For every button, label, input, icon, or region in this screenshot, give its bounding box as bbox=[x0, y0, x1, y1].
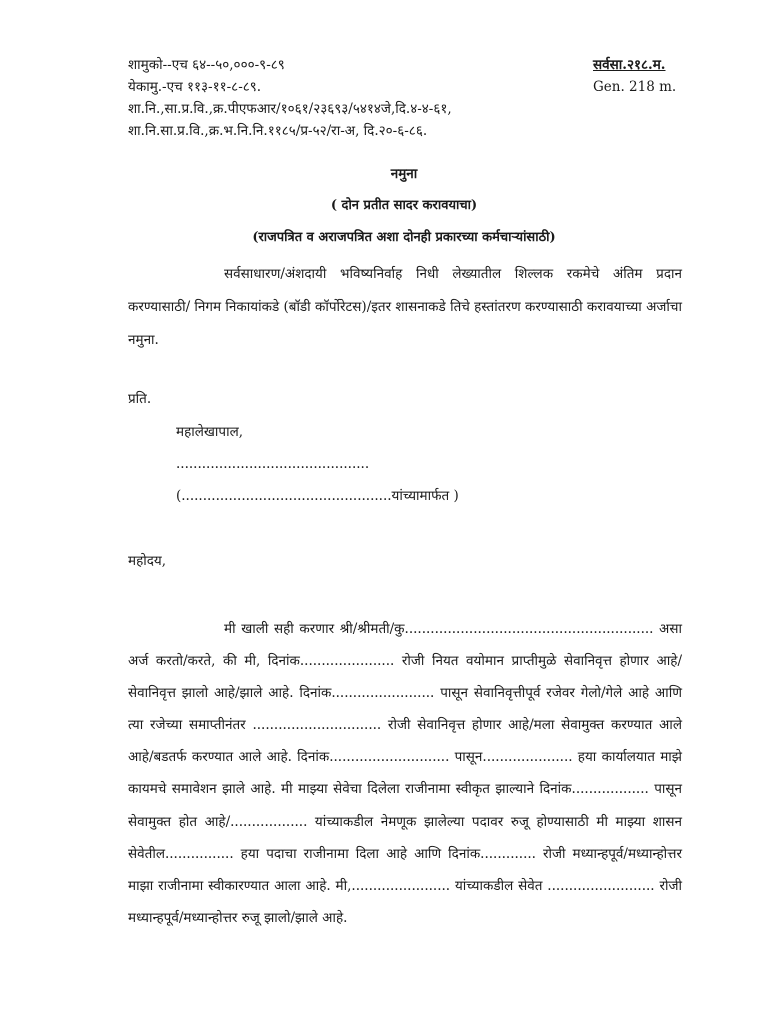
header-line: शामुको--एच ६४--५०,०००-९-८९ bbox=[128, 57, 285, 73]
addressee-prefix: प्रति. bbox=[128, 391, 152, 407]
form-code-marathi: सर्वसा.२१८.म. bbox=[593, 57, 666, 73]
copies-note: ( दोन प्रतीत सादर करावयाचा) bbox=[330, 198, 478, 213]
header-line: शा.नि.,सा.प्र.वि.,क्र.पीएफआर/१०६१/२३६९३/५४१४जे,दि.४-४-६१, bbox=[128, 101, 452, 117]
addressee-name: महालेखापाल, bbox=[176, 424, 244, 440]
applicability-note: (राजपत्रित व अराजपत्रित अशा दोनही प्रकारच्या कर्मचाऱ्यांसाठी) bbox=[252, 230, 556, 245]
form-number bbox=[593, 54, 676, 98]
form-code-english: Gen. 218 m. bbox=[593, 79, 677, 95]
header-line: शा.नि.सा.प्र.वि.,क्र.भ.नि.नि.११८५/प्र-५२/रा-अ, दि.२०-६-८६. bbox=[128, 123, 428, 139]
intro-paragraph: सर्वसाधारण/अंशदायी भविष्यनिर्वाह निधी लेख्यातील शिल्लक रकमेचे अंतिम प्रदान करण्यासाठी/ निगम निकायांकडे (बॉडी कॉर्पोरेटस)/इतर शासनाकडे तिचे हस्तांतरण करण्यासाठी करावयाच्या अर्जाचा नमुना. bbox=[128, 266, 682, 348]
header-line: येकामु.-एच ११३-११-८-८९. bbox=[128, 79, 262, 95]
application-body: मी खाली सही करणार श्री/श्रीमती/कु.......................................................... असा अर्ज करतो/करते, की मी, दिनांक...................... रोजी नियत वयोमान प्राप्तीमुळे सेवानिवृत्त होणार आहे/सेवानिवृत्त झालो आहे/झाले आहे. दिनांक........................ पासून सेवानिवृत्तीपूर्व रजेवर गेलो/गेले आहे आणि त्या रजेच्या समाप्तीनंतर .............................. रोजी सेवानिवृत्त होणार आहे/मला सेवामुक्त करण्यात आले आहे/बडतर्फ करण्यात आले आहे. दिनांक............................ पासून..................... हया कार्यालयात माझे कायमचे समावेशन झाले आहे. मी माझ्या सेवेचा दिलेला राजीनामा स्वीकृत झाल्याने दिनांक.................. पासून सेवामुक्त होत आहे/.................. यांच्याकडील नेमणूक झालेल्या पदावर रुजू होण्यासाठी मी माझ्या शासन सेवेतील................ हया पदाचा राजीनामा दिला आहे आणि दिनांक............. रोजी मध्यान्हपूर्व/मध्यान्होत्तर माझा राजीनामा स्वीकारण्यात आला आहे. मी,....................... यांच्याकडील सेवेत ......................... रोजी मध्यान्हपूर्व/मध्यान्होत्तर रुजू झालो/झाले आहे. bbox=[128, 621, 682, 926]
addressee-blank: ............................................. bbox=[176, 456, 370, 472]
addressee-through: (.................................................यांच्यामार्फत ) bbox=[176, 488, 459, 504]
form-title: नमुना bbox=[390, 166, 418, 182]
salutation: महोदय, bbox=[128, 553, 167, 569]
header-references bbox=[128, 54, 452, 142]
